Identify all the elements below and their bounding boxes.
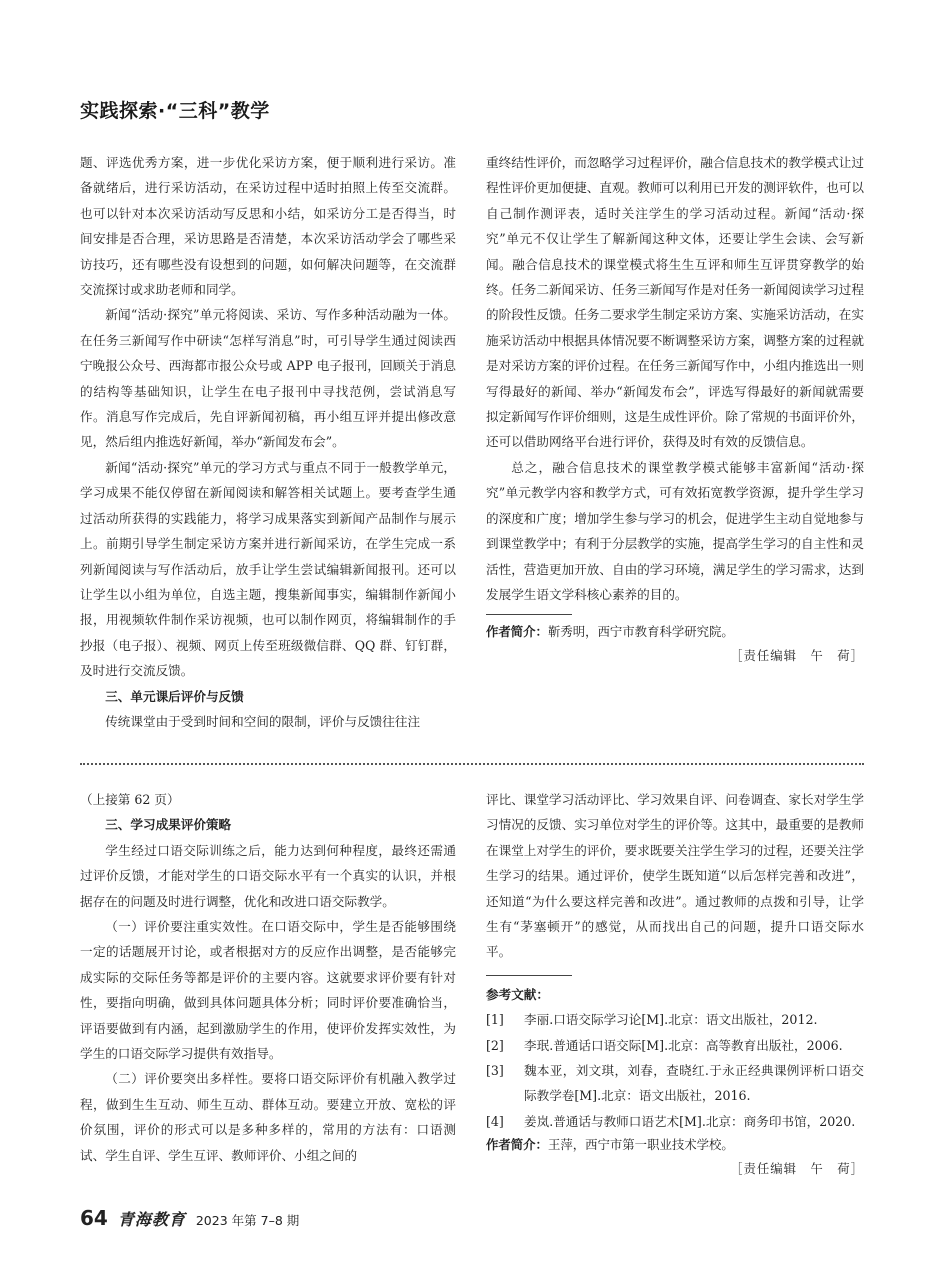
page-footer <box>80 1206 299 1230</box>
author-text: 靳秀明，西宁市教育科学研究院。 <box>547 624 734 640</box>
reference-item: [1] 李丽.口语交际学习论[M].北京：语文出版社，2012. <box>486 1012 818 1028</box>
paragraph: （一）评价要注重实效性。在口语交际中，学生是否能够围绕一定的话题展开讨论，或者根据对方的反应作出调整，是否能够完成实际的交际任务等都是评价的主要内容。这就要求评价要有针对性，要指向明确，做到具体问题具体分析；同时评价要准确恰当，评语要做到有内涵，起到激励学生的作用，使评价发挥实效性，为学生的口语交际学习提供有效指导。 <box>80 919 456 1062</box>
author-label: 作者简介： <box>486 624 548 640</box>
author-text: 王萍，西宁市第一职业技术学校。 <box>547 1137 734 1153</box>
section-heading: 三、学习成果评价策略 <box>105 817 232 833</box>
journal-logo: 青海教育 <box>117 1210 186 1229</box>
paragraph: 学生经过口语交际训练之后，能力达到何种程度，最终还需通过评价反馈，才能对学生的口语交际水平有一个真实的认识，并根据存在的问题及时进行调整，优化和改进口语交际教学。 <box>80 842 456 909</box>
reference-item: [3] 魏本亚，刘文琪，刘春，查晓红.于永正经典课例评析口语交际教学卷[M].北京：语文出版社，2016. <box>486 1063 864 1104</box>
author-label: 作者简介： <box>486 1137 548 1153</box>
continued-note: （上接第 62 页） <box>80 792 180 807</box>
bottom-right-column <box>486 787 864 1182</box>
reference-item: [2] 李珉.普通话口语交际[M].北京：高等教育出版社，2006. <box>486 1037 843 1053</box>
editor-note: ［责任编辑 午 荷］ <box>730 1161 864 1177</box>
issue-label: 2023 年第 7–8 期 <box>195 1213 300 1228</box>
paragraph: （二）评价要突出多样性。要将口语交际评价有机融入教学过程，做到生生互动、师生互动、群体互动。要建立开放、宽松的评价氛围，评价的形式可以是多种多样的，常用的方法有：口语测试、学生自评、学生互评、教师评价、小组之间的 <box>80 1071 456 1163</box>
paragraph: 总之，融合信息技术的课堂教学模式能够丰富新闻“活动·探究”单元教学内容和教学方式，可有效拓宽教学资源，提升学生学习的深度和广度；增加学生参与学习的机会，促进学生主动自觉地参与到课堂教学中；有利于分层教学的实施，提高学生学习的自主性和灵活性，营造更加开放、自由的学习环境，满足学生的学习需求，达到发展学生语文学科核心素养的目的。 <box>486 459 864 602</box>
top-left-column <box>80 150 456 734</box>
references-title: 参考文献： <box>486 986 549 1002</box>
paragraph: 评比、课堂学习活动评比、学习效果自评、问卷调查、家长对学生学习情况的反馈、实习单位对学生的评价等。这其中，最重要的是教师在课堂上对学生的评价，要求既要关注学生学习的过程，还要关注学生学习的结果。通过评价，使学生既知道“以后怎样完善和改进”，还知道“为什么要这样完善和改进”。通过教师的点拨和引导，让学生有“茅塞顿开”的感觉，从而找出自己的问题，提升口语交际水平。 <box>486 792 864 960</box>
references-list <box>486 1007 864 1134</box>
paragraph: 题、评选优秀方案，进一步优化采访方案，便于顺利进行采访。准备就绪后，进行采访活动，在采访过程中适时拍照上传至交流群。也可以针对本次采访活动写反思和小结，如采访分工是否得当，时间安排是否合理，采访思路是否清楚，本次采访活动学会了哪些采访技巧，还有哪些没有设想到的问题，如何解决问题等，在交流群交流探讨或求助老师和同学。 <box>80 155 456 298</box>
page-number: 64 <box>80 1206 108 1230</box>
separator-rule <box>486 975 572 976</box>
bottom-left-column <box>80 787 456 1168</box>
paragraph: 传统课堂由于受到时间和空间的限制，评价与反馈往往注 <box>105 713 421 729</box>
paragraph: 新闻“活动·探究”单元的学习方式与重点不同于一般教学单元，学习成果不能仅停留在新闻阅读和解答相关试题上。要考查学生通过活动所获得的实践能力，将学习成果落实到新闻产品制作与展示上。前期引导学生制定采访方案并进行新闻采访，在学生完成一系列新闻阅读与写作活动后，放手让学生尝试编辑新闻报刊。还可以让学生以小组为单位，自选主题，搜集新闻事实，编辑制作新闻小报，用视频软件制作采访视频，也可以制作网页，将编辑制作的手抄报（电子报）、视频、网页上传至班级微信群、QQ 群、钉钉群，及时进行交流反馈。 <box>80 459 456 679</box>
author-info <box>486 1134 864 1156</box>
separator-rule <box>486 614 572 615</box>
author-info <box>486 621 864 643</box>
editor-note: ［责任编辑 午 荷］ <box>730 648 864 664</box>
reference-item: [4] 姜岚.普通话与教师口语艺术[M].北京：商务印书馆，2020. <box>486 1113 856 1129</box>
paragraph: 新闻“活动·探究”单元将阅读、采访、写作多种活动融为一体。在任务三新闻写作中研读“怎样写消息”时，可引导学生通过阅读西宁晚报公众号、西海都市报公众号或 APP 电子报刊，回顾关于消息的结构等基础知识，让学生在电子报刊中寻找范例，尝试消息写作。消息写作完成后，先自评新闻初稿，再小组互评并提出修改意见，然后组内推选好新闻，举办“新闻发布会”。 <box>80 307 456 450</box>
section-title: 实践探索·“三科”教学 <box>80 100 270 122</box>
paragraph: 重终结性评价，而忽略学习过程评价，融合信息技术的教学模式让过程性评价更加便捷、直观。教师可以利用已开发的测评软件，也可以自己制作测评表，适时关注学生的学习活动过程。新闻“活动·探究”单元不仅让学生了解新闻这种文体，还要让学生会读、会写新闻。融合信息技术的课堂模式将生生互评和师生互评贯穿教学的始终。任务二新闻采访、任务三新闻写作是对任务一新闻阅读学习过程的阶段性反馈。任务二要求学生制定采访方案、实施采访活动，在实施采访活动中根据具体情况要不断调整采访方案，调整方案的过程就是对采访方案的评价过程。在任务三新闻写作中，小组内推选出一则写得最好的新闻、举办“新闻发布会”，评选写得最好的新闻就需要拟定新闻写作评价细则，这是生成性评价。除了常规的书面评价外，还可以借助网络平台进行评价，获得及时有效的反馈信息。 <box>486 155 864 450</box>
section-heading: 三、单元课后评价与反馈 <box>105 688 244 704</box>
article-divider <box>80 763 864 765</box>
top-right-column <box>486 150 864 669</box>
